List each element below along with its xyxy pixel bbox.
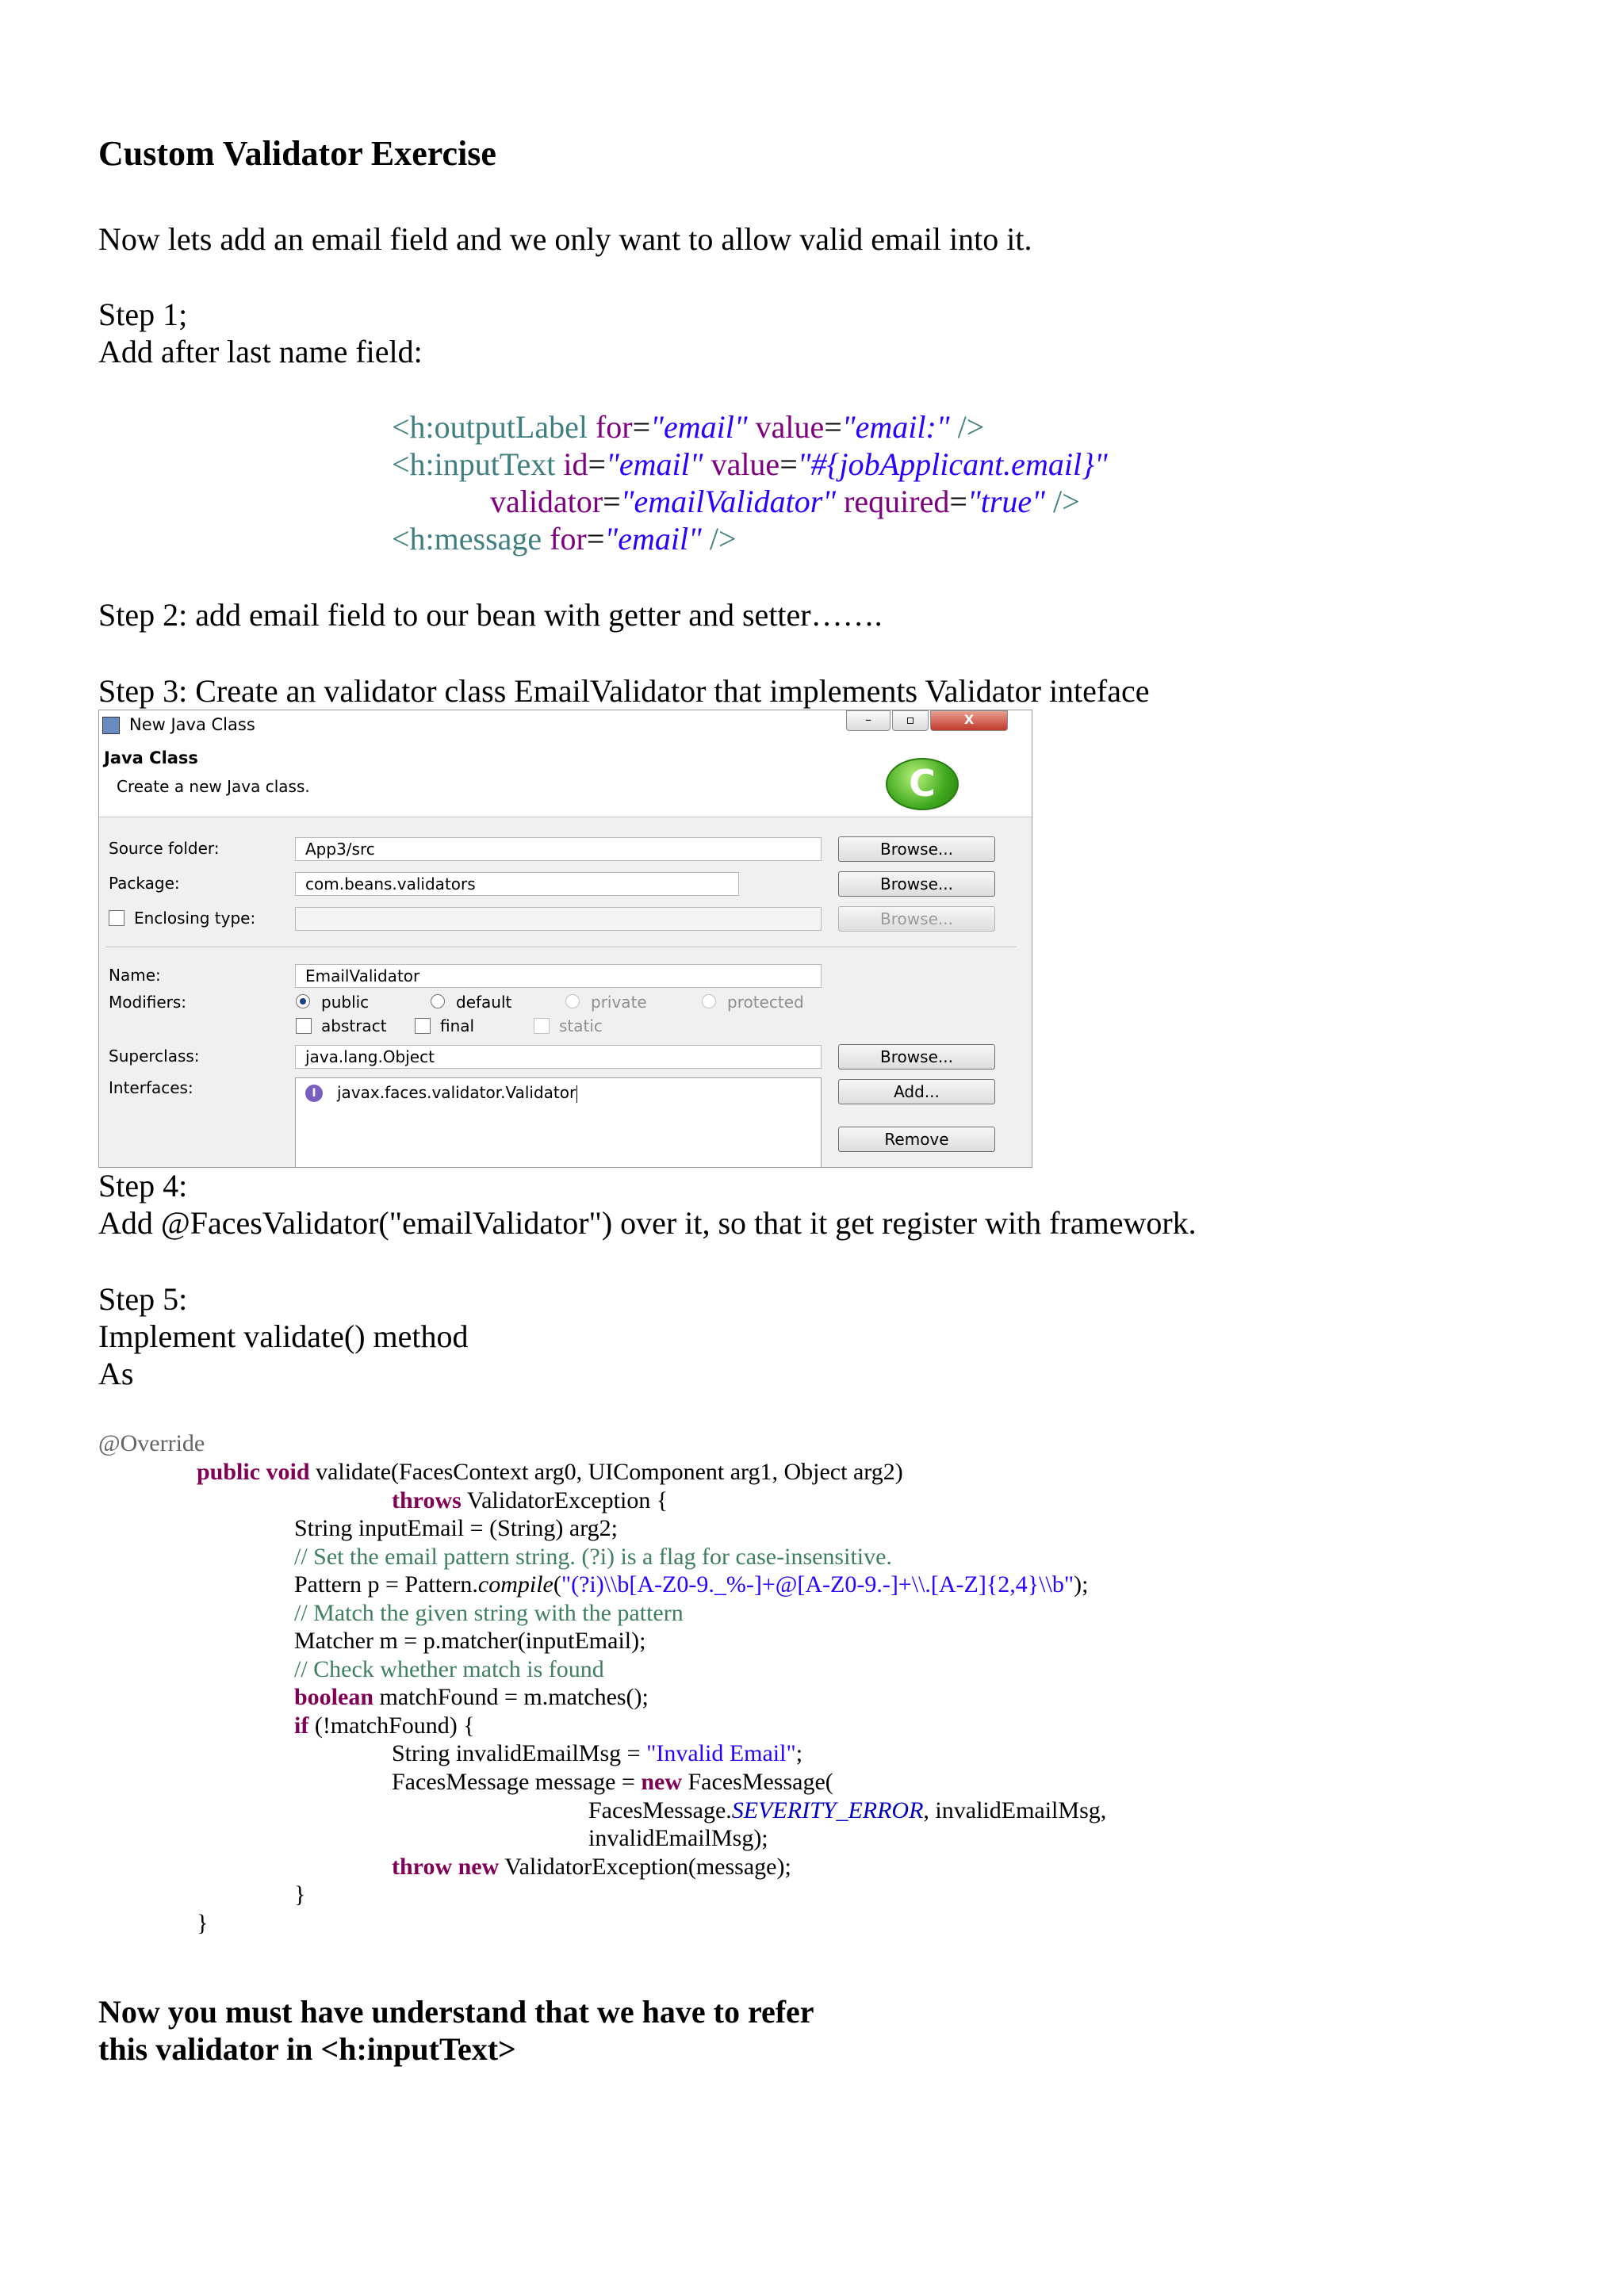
page-title: Custom Validator Exercise [98,134,496,173]
xml-eq: = [949,484,967,519]
code-line-7: Matcher m = p.matcher(inputEmail); [294,1628,646,1654]
code-keyword: throw new [392,1854,500,1880]
code-text: (!matchFound) { [308,1712,475,1739]
code-text: ); [1074,1571,1089,1598]
interface-item-label: javax.faces.validator.Validator [337,1083,576,1102]
step1-text: Add after last name field: [98,334,423,369]
code-line-9 [294,1684,649,1711]
java-class-logo-icon: C [886,758,959,810]
code-text: Pattern p = Pattern. [294,1571,478,1598]
separator [105,947,1016,948]
xml-attr: value [755,409,825,445]
code-comment-2: // Match the given string with the pattern [294,1600,684,1626]
interfaces-list[interactable] [295,1077,822,1168]
xml-line-3 [490,483,1080,520]
code-text: ValidatorException(message); [499,1854,791,1880]
code-keyword: public void [197,1459,310,1485]
browse-source-button[interactable]: Browse... [838,836,995,862]
xml-attr: for [595,409,633,445]
code-comment-3: // Check whether match is found [294,1656,604,1682]
xml-attr: for [550,521,587,557]
step5-as: As [98,1356,134,1391]
xml-line-2 [392,446,1108,483]
window-title: New Java Class [129,715,255,734]
private-radio [565,994,580,1008]
interface-item[interactable] [337,1083,577,1103]
protected-label: protected [727,993,804,1012]
code-line-10 [294,1712,475,1739]
superclass-field[interactable]: java.lang.Object [295,1045,822,1069]
modifiers-label: Modifiers: [109,993,187,1012]
xml-tag: <h:inputText [392,446,556,482]
code-text: String invalidEmailMsg = [392,1740,647,1766]
xml-eq: = [586,521,605,557]
final-label: final [440,1016,475,1035]
xml-line-1 [392,408,984,446]
new-java-class-dialog [98,710,1032,1168]
code-keyword: throws [392,1487,462,1513]
code-text: ; [795,1740,803,1766]
public-radio[interactable] [296,994,310,1008]
text-caret [576,1085,577,1103]
step3-text: Step 3: Create an validator class EmailValidator that implements Validator inteface [98,673,1150,709]
code-line-17: } [197,1910,209,1936]
code-keyword: if [294,1712,309,1739]
maximize-button[interactable]: ▫ [892,710,929,731]
browse-enclosing-button: Browse... [838,906,995,932]
enclosing-type-checkbox[interactable] [109,910,124,926]
step5-heading: Step 5: [98,1281,188,1317]
code-text: FacesMessage. [588,1797,732,1823]
protected-radio [702,994,716,1008]
enclosing-type-field [295,907,822,931]
interfaces-label: Interfaces: [109,1078,193,1097]
step4-heading: Step 4: [98,1168,188,1203]
browse-package-button[interactable]: Browse... [838,871,995,897]
xml-tag: <h:message [392,521,542,557]
xml-line-4 [392,520,737,557]
static-label: static [559,1016,603,1035]
code-line-2 [392,1487,668,1514]
interface-icon: I [305,1085,323,1102]
code-text: matchFound = m.matches(); [373,1684,649,1710]
abstract-label: abstract [321,1016,387,1035]
xml-tag-end: /> [1052,484,1080,519]
code-string: "Invalid Email" [646,1740,796,1766]
code-method: compile [477,1571,553,1598]
name-label: Name: [109,966,161,985]
code-line-14: invalidEmailMsg); [588,1825,768,1851]
code-line-3: String inputEmail = (String) arg2; [294,1515,619,1541]
step5-text: Implement validate() method [98,1318,469,1354]
default-label: default [456,993,512,1012]
code-string: "(?i)\\b[A-Z0-9._%-]+@[A-Z0-9.-]+\\.[A-Z]{2,4}\\b" [561,1571,1074,1598]
code-line-12 [392,1769,833,1796]
browse-superclass-button[interactable]: Browse... [838,1044,995,1070]
source-folder-field[interactable]: App3/src [295,837,822,861]
code-text: , invalidEmailMsg, [923,1797,1107,1823]
code-line-5 [294,1571,1088,1598]
xml-attr: validator [490,484,603,519]
code-line-16: } [294,1881,306,1908]
xml-tag-end: /> [957,409,985,445]
code-line-15 [392,1854,791,1881]
header-subtitle: Create a new Java class. [117,777,310,796]
step2-text: Step 2: add email field to our bean with getter and setter……. [98,597,883,633]
code-comment-1: // Set the email pattern string. (?i) is a flag for case-insensitive. [294,1544,892,1570]
code-text: ( [553,1571,561,1598]
code-keyword: boolean [294,1684,374,1710]
xml-attr: id [563,446,588,482]
step4-text: Add @FacesValidator("emailValidator") over it, so that it get register with framework. [98,1205,1197,1241]
code-line-1 [197,1459,903,1486]
closing-line-1: Now you must have understand that we have to refer [98,1994,814,2030]
final-checkbox[interactable] [415,1018,431,1034]
public-label: public [321,993,370,1012]
xml-value: "emailValidator" [620,484,837,519]
code-override: @Override [98,1430,205,1456]
xml-value: "email" [604,521,702,557]
intro-paragraph: Now lets add an email field and we only want to allow valid email into it. [98,221,1032,257]
enclosing-type-label: Enclosing type: [134,909,256,928]
source-folder-label: Source folder: [109,839,220,858]
xml-eq: = [779,446,798,482]
code-text: FacesMessage message = [392,1769,642,1795]
xml-value: "email" [650,409,748,445]
xml-value: "email:" [841,409,950,445]
dialog-header [99,740,1032,817]
xml-tag-end: /> [709,521,737,557]
xml-eq: = [588,446,607,482]
remove-interface-button[interactable]: Remove [838,1127,995,1152]
static-checkbox [534,1018,550,1034]
code-constant: SEVERITY_ERROR [731,1797,924,1823]
xml-eq: = [824,409,842,445]
add-interface-button[interactable]: Add... [838,1079,995,1104]
dialog-titlebar [99,710,1032,740]
xml-value: "#{jobApplicant.email}" [797,446,1108,482]
default-radio[interactable] [431,994,445,1008]
code-keyword: new [641,1769,682,1795]
code-text: ValidatorException { [461,1487,668,1513]
package-field[interactable]: com.beans.validators [295,872,739,896]
window-icon [102,717,120,734]
xml-attr: value [710,446,780,482]
xml-value: "email" [606,446,703,482]
minimize-button[interactable]: – [846,710,891,731]
step1-heading: Step 1; [98,297,188,332]
abstract-checkbox[interactable] [296,1018,312,1034]
code-text: validate(FacesContext arg0, UIComponent arg1, Object arg2) [309,1459,903,1485]
xml-value: "true" [967,484,1045,519]
xml-eq: = [603,484,621,519]
private-label: private [591,993,647,1012]
package-label: Package: [109,874,180,893]
name-field[interactable]: EmailValidator [295,964,822,988]
closing-line-2: this validator in <h:inputText> [98,2031,516,2067]
header-title: Java Class [104,748,198,767]
close-button[interactable]: X [930,710,1008,731]
code-line-13 [588,1797,1106,1824]
code-line-11 [392,1740,802,1767]
xml-tag: <h:outputLabel [392,409,588,445]
xml-eq: = [632,409,651,445]
code-text: FacesMessage( [682,1769,833,1795]
xml-attr: required [844,484,950,519]
superclass-label: Superclass: [109,1047,200,1066]
